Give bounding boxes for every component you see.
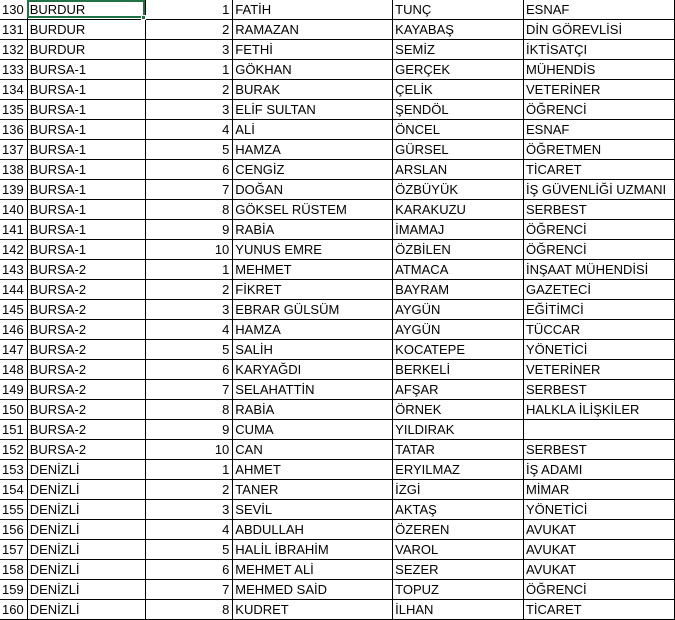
occupation-cell[interactable]: EĞİTİMCİ xyxy=(523,300,674,320)
rank-cell[interactable]: 5 xyxy=(145,140,233,160)
table-row xyxy=(0,80,675,100)
row-number-cell[interactable]: 135 xyxy=(0,100,27,120)
last-name-cell[interactable]: KARAKUZU xyxy=(393,200,524,220)
row-number-cell[interactable]: 131 xyxy=(0,20,27,40)
rank-cell[interactable]: 6 xyxy=(145,160,233,180)
occupation-cell[interactable]: AVUKAT xyxy=(523,540,674,560)
first-name-cell[interactable]: ELİF SULTAN xyxy=(233,100,393,120)
province-cell[interactable]: BURSA-1 xyxy=(27,80,145,100)
table-row xyxy=(0,20,675,40)
province-cell[interactable]: BURDUR xyxy=(27,0,145,20)
row-number-cell[interactable]: 144 xyxy=(0,280,27,300)
first-name-cell[interactable]: RAMAZAN xyxy=(233,20,393,40)
first-name-cell[interactable]: FETHİ xyxy=(233,40,393,60)
province-cell[interactable]: BURSA-1 xyxy=(27,240,145,260)
first-name-cell[interactable]: CENGİZ xyxy=(233,160,393,180)
table-row xyxy=(0,400,675,420)
last-name-cell[interactable]: KOCATEPE xyxy=(393,340,524,360)
province-cell[interactable]: BURDUR xyxy=(27,20,145,40)
occupation-cell[interactable]: ÖĞRENCİ xyxy=(523,220,674,240)
province-cell[interactable]: BURSA-1 xyxy=(27,200,145,220)
occupation-cell[interactable]: YÖNETİCİ xyxy=(523,500,674,520)
row-number-cell[interactable]: 133 xyxy=(0,60,27,80)
table-row xyxy=(0,0,675,20)
rank-cell[interactable]: 2 xyxy=(145,480,233,500)
row-number-cell[interactable]: 142 xyxy=(0,240,27,260)
last-name-cell[interactable]: ÇELİK xyxy=(393,80,524,100)
last-name-cell[interactable]: ATMACA xyxy=(393,260,524,280)
occupation-cell[interactable]: TÜCCAR xyxy=(523,320,674,340)
last-name-cell[interactable]: SEMİZ xyxy=(393,40,524,60)
occupation-cell[interactable]: GAZETECİ xyxy=(523,280,674,300)
last-name-cell[interactable]: BAYRAM xyxy=(393,280,524,300)
table-row xyxy=(0,320,675,340)
province-cell[interactable]: DENİZLİ xyxy=(27,600,145,620)
table-row xyxy=(0,580,675,600)
row-number-cell[interactable]: 157 xyxy=(0,540,27,560)
rank-cell[interactable]: 7 xyxy=(145,380,233,400)
last-name-cell[interactable]: TUNÇ xyxy=(393,0,524,20)
row-number-cell[interactable]: 138 xyxy=(0,160,27,180)
province-cell[interactable]: DENİZLİ xyxy=(27,500,145,520)
last-name-cell[interactable]: ÖNCEL xyxy=(393,120,524,140)
rank-cell[interactable]: 10 xyxy=(145,440,233,460)
first-name-cell[interactable]: KARYAĞDI xyxy=(233,360,393,380)
province-cell[interactable]: BURSA-1 xyxy=(27,100,145,120)
table-row xyxy=(0,180,675,200)
occupation-cell[interactable]: VETERİNER xyxy=(523,360,674,380)
table-row xyxy=(0,160,675,180)
row-number-cell[interactable]: 136 xyxy=(0,120,27,140)
occupation-cell[interactable]: ÖĞRENCİ xyxy=(523,100,674,120)
first-name-cell[interactable]: HALİL İBRAHİM xyxy=(233,540,393,560)
rank-cell[interactable]: 8 xyxy=(145,600,233,620)
occupation-cell[interactable]: İKTİSATÇI xyxy=(523,40,674,60)
rank-cell[interactable]: 3 xyxy=(145,500,233,520)
province-cell[interactable]: BURSA-1 xyxy=(27,140,145,160)
table-row xyxy=(0,480,675,500)
last-name-cell[interactable]: AKTAŞ xyxy=(393,500,524,520)
row-number-cell[interactable]: 149 xyxy=(0,380,27,400)
row-number-cell[interactable]: 141 xyxy=(0,220,27,240)
province-cell[interactable]: BURSA-2 xyxy=(27,420,145,440)
province-cell[interactable]: BURSA-1 xyxy=(27,220,145,240)
occupation-cell[interactable]: AVUKAT xyxy=(523,560,674,580)
last-name-cell[interactable]: ÖRNEK xyxy=(393,400,524,420)
last-name-cell[interactable]: SEZER xyxy=(393,560,524,580)
province-cell[interactable]: BURSA-2 xyxy=(27,300,145,320)
rank-cell[interactable]: 8 xyxy=(145,400,233,420)
first-name-cell[interactable]: CUMA xyxy=(233,420,393,440)
province-cell[interactable]: BURSA-1 xyxy=(27,180,145,200)
table-row xyxy=(0,340,675,360)
province-cell[interactable]: DENİZLİ xyxy=(27,540,145,560)
table-row xyxy=(0,280,675,300)
table-row xyxy=(0,100,675,120)
fill-handle[interactable] xyxy=(141,15,146,20)
province-cell[interactable]: BURSA-1 xyxy=(27,60,145,80)
first-name-cell[interactable]: KUDRET xyxy=(233,600,393,620)
first-name-cell[interactable]: FİKRET xyxy=(233,280,393,300)
occupation-cell[interactable]: YÖNETİCİ xyxy=(523,340,674,360)
first-name-cell[interactable]: RABİA xyxy=(233,220,393,240)
first-name-cell[interactable]: BURAK xyxy=(233,80,393,100)
province-cell[interactable]: DENİZLİ xyxy=(27,580,145,600)
rank-cell[interactable]: 9 xyxy=(145,220,233,240)
province-cell[interactable]: BURSA-2 xyxy=(27,440,145,460)
rank-cell[interactable]: 6 xyxy=(145,560,233,580)
first-name-cell[interactable]: FATİH xyxy=(233,0,393,20)
last-name-cell[interactable]: İMAMAJ xyxy=(393,220,524,240)
table-row xyxy=(0,440,675,460)
table-row xyxy=(0,460,675,480)
row-number-cell[interactable]: 159 xyxy=(0,580,27,600)
last-name-cell[interactable]: GÜRSEL xyxy=(393,140,524,160)
occupation-cell[interactable]: İŞ ADAMI xyxy=(523,460,674,480)
first-name-cell[interactable]: HAMZA xyxy=(233,320,393,340)
first-name-cell[interactable]: ABDULLAH xyxy=(233,520,393,540)
province-cell[interactable]: BURSA-2 xyxy=(27,260,145,280)
occupation-cell[interactable]: SERBEST xyxy=(523,380,674,400)
last-name-cell[interactable]: AYGÜN xyxy=(393,300,524,320)
rank-cell[interactable]: 4 xyxy=(145,520,233,540)
first-name-cell[interactable]: RABİA xyxy=(233,400,393,420)
last-name-cell[interactable]: İZGİ xyxy=(393,480,524,500)
last-name-cell[interactable]: ŞENDÖL xyxy=(393,100,524,120)
first-name-cell[interactable]: GÖKSEL RÜSTEM xyxy=(233,200,393,220)
occupation-cell[interactable]: VETERİNER xyxy=(523,80,674,100)
table-row xyxy=(0,380,675,400)
province-cell[interactable]: DENİZLİ xyxy=(27,520,145,540)
rank-cell[interactable]: 4 xyxy=(145,120,233,140)
row-number-cell[interactable]: 146 xyxy=(0,320,27,340)
table-row xyxy=(0,540,675,560)
rank-cell[interactable]: 3 xyxy=(145,100,233,120)
occupation-cell[interactable]: TİCARET xyxy=(523,160,674,180)
first-name-cell[interactable]: DOĞAN xyxy=(233,180,393,200)
row-number-cell[interactable]: 137 xyxy=(0,140,27,160)
first-name-cell[interactable]: YUNUS EMRE xyxy=(233,240,393,260)
table-row xyxy=(0,300,675,320)
row-number-cell[interactable]: 143 xyxy=(0,260,27,280)
table-row xyxy=(0,200,675,220)
rank-cell[interactable]: 1 xyxy=(145,460,233,480)
occupation-cell[interactable]: TİCARET xyxy=(523,600,674,620)
first-name-cell[interactable]: MEHMED SAİD xyxy=(233,580,393,600)
province-cell[interactable]: DENİZLİ xyxy=(27,460,145,480)
table-row xyxy=(0,520,675,540)
row-number-cell[interactable]: 140 xyxy=(0,200,27,220)
first-name-cell[interactable]: MEHMET ALİ xyxy=(233,560,393,580)
first-name-cell[interactable]: SALİH xyxy=(233,340,393,360)
table-row xyxy=(0,560,675,580)
first-name-cell[interactable]: GÖKHAN xyxy=(233,60,393,80)
table-row xyxy=(0,600,675,620)
table-row xyxy=(0,260,675,280)
rank-cell[interactable]: 1 xyxy=(145,260,233,280)
table-row xyxy=(0,220,675,240)
province-cell[interactable]: BURSA-2 xyxy=(27,280,145,300)
occupation-cell[interactable]: İNŞAAT MÜHENDİSİ xyxy=(523,260,674,280)
rank-cell[interactable]: 3 xyxy=(145,300,233,320)
first-name-cell[interactable]: TANER xyxy=(233,480,393,500)
row-number-cell[interactable]: 160 xyxy=(0,600,27,620)
table-row xyxy=(0,360,675,380)
table-row xyxy=(0,140,675,160)
row-number-cell[interactable]: 152 xyxy=(0,440,27,460)
row-number-cell[interactable]: 150 xyxy=(0,400,27,420)
last-name-cell[interactable]: KAYABAŞ xyxy=(393,20,524,40)
occupation-cell[interactable]: HALKLA İLİŞKİLER xyxy=(523,400,674,420)
table-row xyxy=(0,420,675,440)
first-name-cell[interactable]: AHMET xyxy=(233,460,393,480)
first-name-cell[interactable]: CAN xyxy=(233,440,393,460)
row-number-cell[interactable]: 154 xyxy=(0,480,27,500)
rank-cell[interactable]: 2 xyxy=(145,20,233,40)
row-number-cell[interactable]: 153 xyxy=(0,460,27,480)
last-name-cell[interactable]: TOPUZ xyxy=(393,580,524,600)
rank-cell[interactable]: 3 xyxy=(145,40,233,60)
province-cell[interactable]: DENİZLİ xyxy=(27,560,145,580)
last-name-cell[interactable]: AYGÜN xyxy=(393,320,524,340)
row-number-cell[interactable]: 156 xyxy=(0,520,27,540)
occupation-cell[interactable]: ÖĞRENCİ xyxy=(523,240,674,260)
rank-cell[interactable]: 9 xyxy=(145,420,233,440)
rank-cell[interactable]: 2 xyxy=(145,80,233,100)
row-number-cell[interactable]: 132 xyxy=(0,40,27,60)
row-number-cell[interactable]: 148 xyxy=(0,360,27,380)
rank-cell[interactable]: 2 xyxy=(145,280,233,300)
row-number-cell[interactable]: 145 xyxy=(0,300,27,320)
province-cell[interactable]: BURSA-2 xyxy=(27,320,145,340)
table-row xyxy=(0,60,675,80)
province-cell[interactable]: BURSA-2 xyxy=(27,340,145,360)
last-name-cell[interactable]: ÖZBİLEN xyxy=(393,240,524,260)
first-name-cell[interactable]: MEHMET xyxy=(233,260,393,280)
row-number-cell[interactable]: 147 xyxy=(0,340,27,360)
last-name-cell[interactable]: YILDIRAK xyxy=(393,420,524,440)
occupation-cell[interactable]: MÜHENDİS xyxy=(523,60,674,80)
province-cell[interactable]: BURSA-1 xyxy=(27,120,145,140)
row-number-cell[interactable]: 155 xyxy=(0,500,27,520)
last-name-cell[interactable]: ÖZBÜYÜK xyxy=(393,180,524,200)
table-row xyxy=(0,500,675,520)
province-cell[interactable]: BURDUR xyxy=(27,40,145,60)
rank-cell[interactable]: 6 xyxy=(145,360,233,380)
rank-cell[interactable]: 8 xyxy=(145,200,233,220)
row-number-cell[interactable]: 151 xyxy=(0,420,27,440)
rank-cell[interactable]: 5 xyxy=(145,540,233,560)
occupation-cell[interactable] xyxy=(523,420,674,440)
last-name-cell[interactable]: VAROL xyxy=(393,540,524,560)
last-name-cell[interactable]: İLHAN xyxy=(393,600,524,620)
rank-cell[interactable]: 1 xyxy=(145,60,233,80)
province-cell[interactable]: BURSA-1 xyxy=(27,160,145,180)
first-name-cell[interactable]: SELAHATTİN xyxy=(233,380,393,400)
province-cell[interactable]: BURSA-2 xyxy=(27,380,145,400)
rank-cell[interactable]: 10 xyxy=(145,240,233,260)
province-cell[interactable]: DENİZLİ xyxy=(27,480,145,500)
province-cell[interactable]: BURSA-2 xyxy=(27,360,145,380)
occupation-cell[interactable]: AVUKAT xyxy=(523,520,674,540)
row-number-cell[interactable]: 130 xyxy=(0,0,27,20)
province-cell[interactable]: BURSA-2 xyxy=(27,400,145,420)
row-number-cell[interactable]: 158 xyxy=(0,560,27,580)
occupation-cell[interactable]: İŞ GÜVENLİĞİ UZMANI xyxy=(523,180,674,200)
first-name-cell[interactable]: HAMZA xyxy=(233,140,393,160)
last-name-cell[interactable]: ARSLAN xyxy=(393,160,524,180)
rank-cell[interactable]: 7 xyxy=(145,180,233,200)
row-number-cell[interactable]: 134 xyxy=(0,80,27,100)
rank-cell[interactable]: 5 xyxy=(145,340,233,360)
table-row xyxy=(0,40,675,60)
first-name-cell[interactable]: SEVİL xyxy=(233,500,393,520)
occupation-cell[interactable]: MİMAR xyxy=(523,480,674,500)
rank-cell[interactable]: 7 xyxy=(145,580,233,600)
last-name-cell[interactable]: AFŞAR xyxy=(393,380,524,400)
table-row xyxy=(0,240,675,260)
last-name-cell[interactable]: GERÇEK xyxy=(393,60,524,80)
occupation-cell[interactable]: SERBEST xyxy=(523,200,674,220)
occupation-cell[interactable]: SERBEST xyxy=(523,440,674,460)
rank-cell[interactable]: 1 xyxy=(145,0,233,20)
row-number-cell[interactable]: 139 xyxy=(0,180,27,200)
last-name-cell[interactable]: TATAR xyxy=(393,440,524,460)
occupation-cell[interactable]: ESNAF xyxy=(523,120,674,140)
first-name-cell[interactable]: ALİ xyxy=(233,120,393,140)
table-row xyxy=(0,120,675,140)
first-name-cell[interactable]: EBRAR GÜLSÜM xyxy=(233,300,393,320)
occupation-cell[interactable]: ÖĞRENCİ xyxy=(523,580,674,600)
last-name-cell[interactable]: ERYILMAZ xyxy=(393,460,524,480)
last-name-cell[interactable]: ÖZEREN xyxy=(393,520,524,540)
occupation-cell[interactable]: DİN GÖREVLİSİ xyxy=(523,20,674,40)
last-name-cell[interactable]: BERKELİ xyxy=(393,360,524,380)
occupation-cell[interactable]: ESNAF xyxy=(523,0,674,20)
rank-cell[interactable]: 4 xyxy=(145,320,233,340)
occupation-cell[interactable]: ÖĞRETMEN xyxy=(523,140,674,160)
